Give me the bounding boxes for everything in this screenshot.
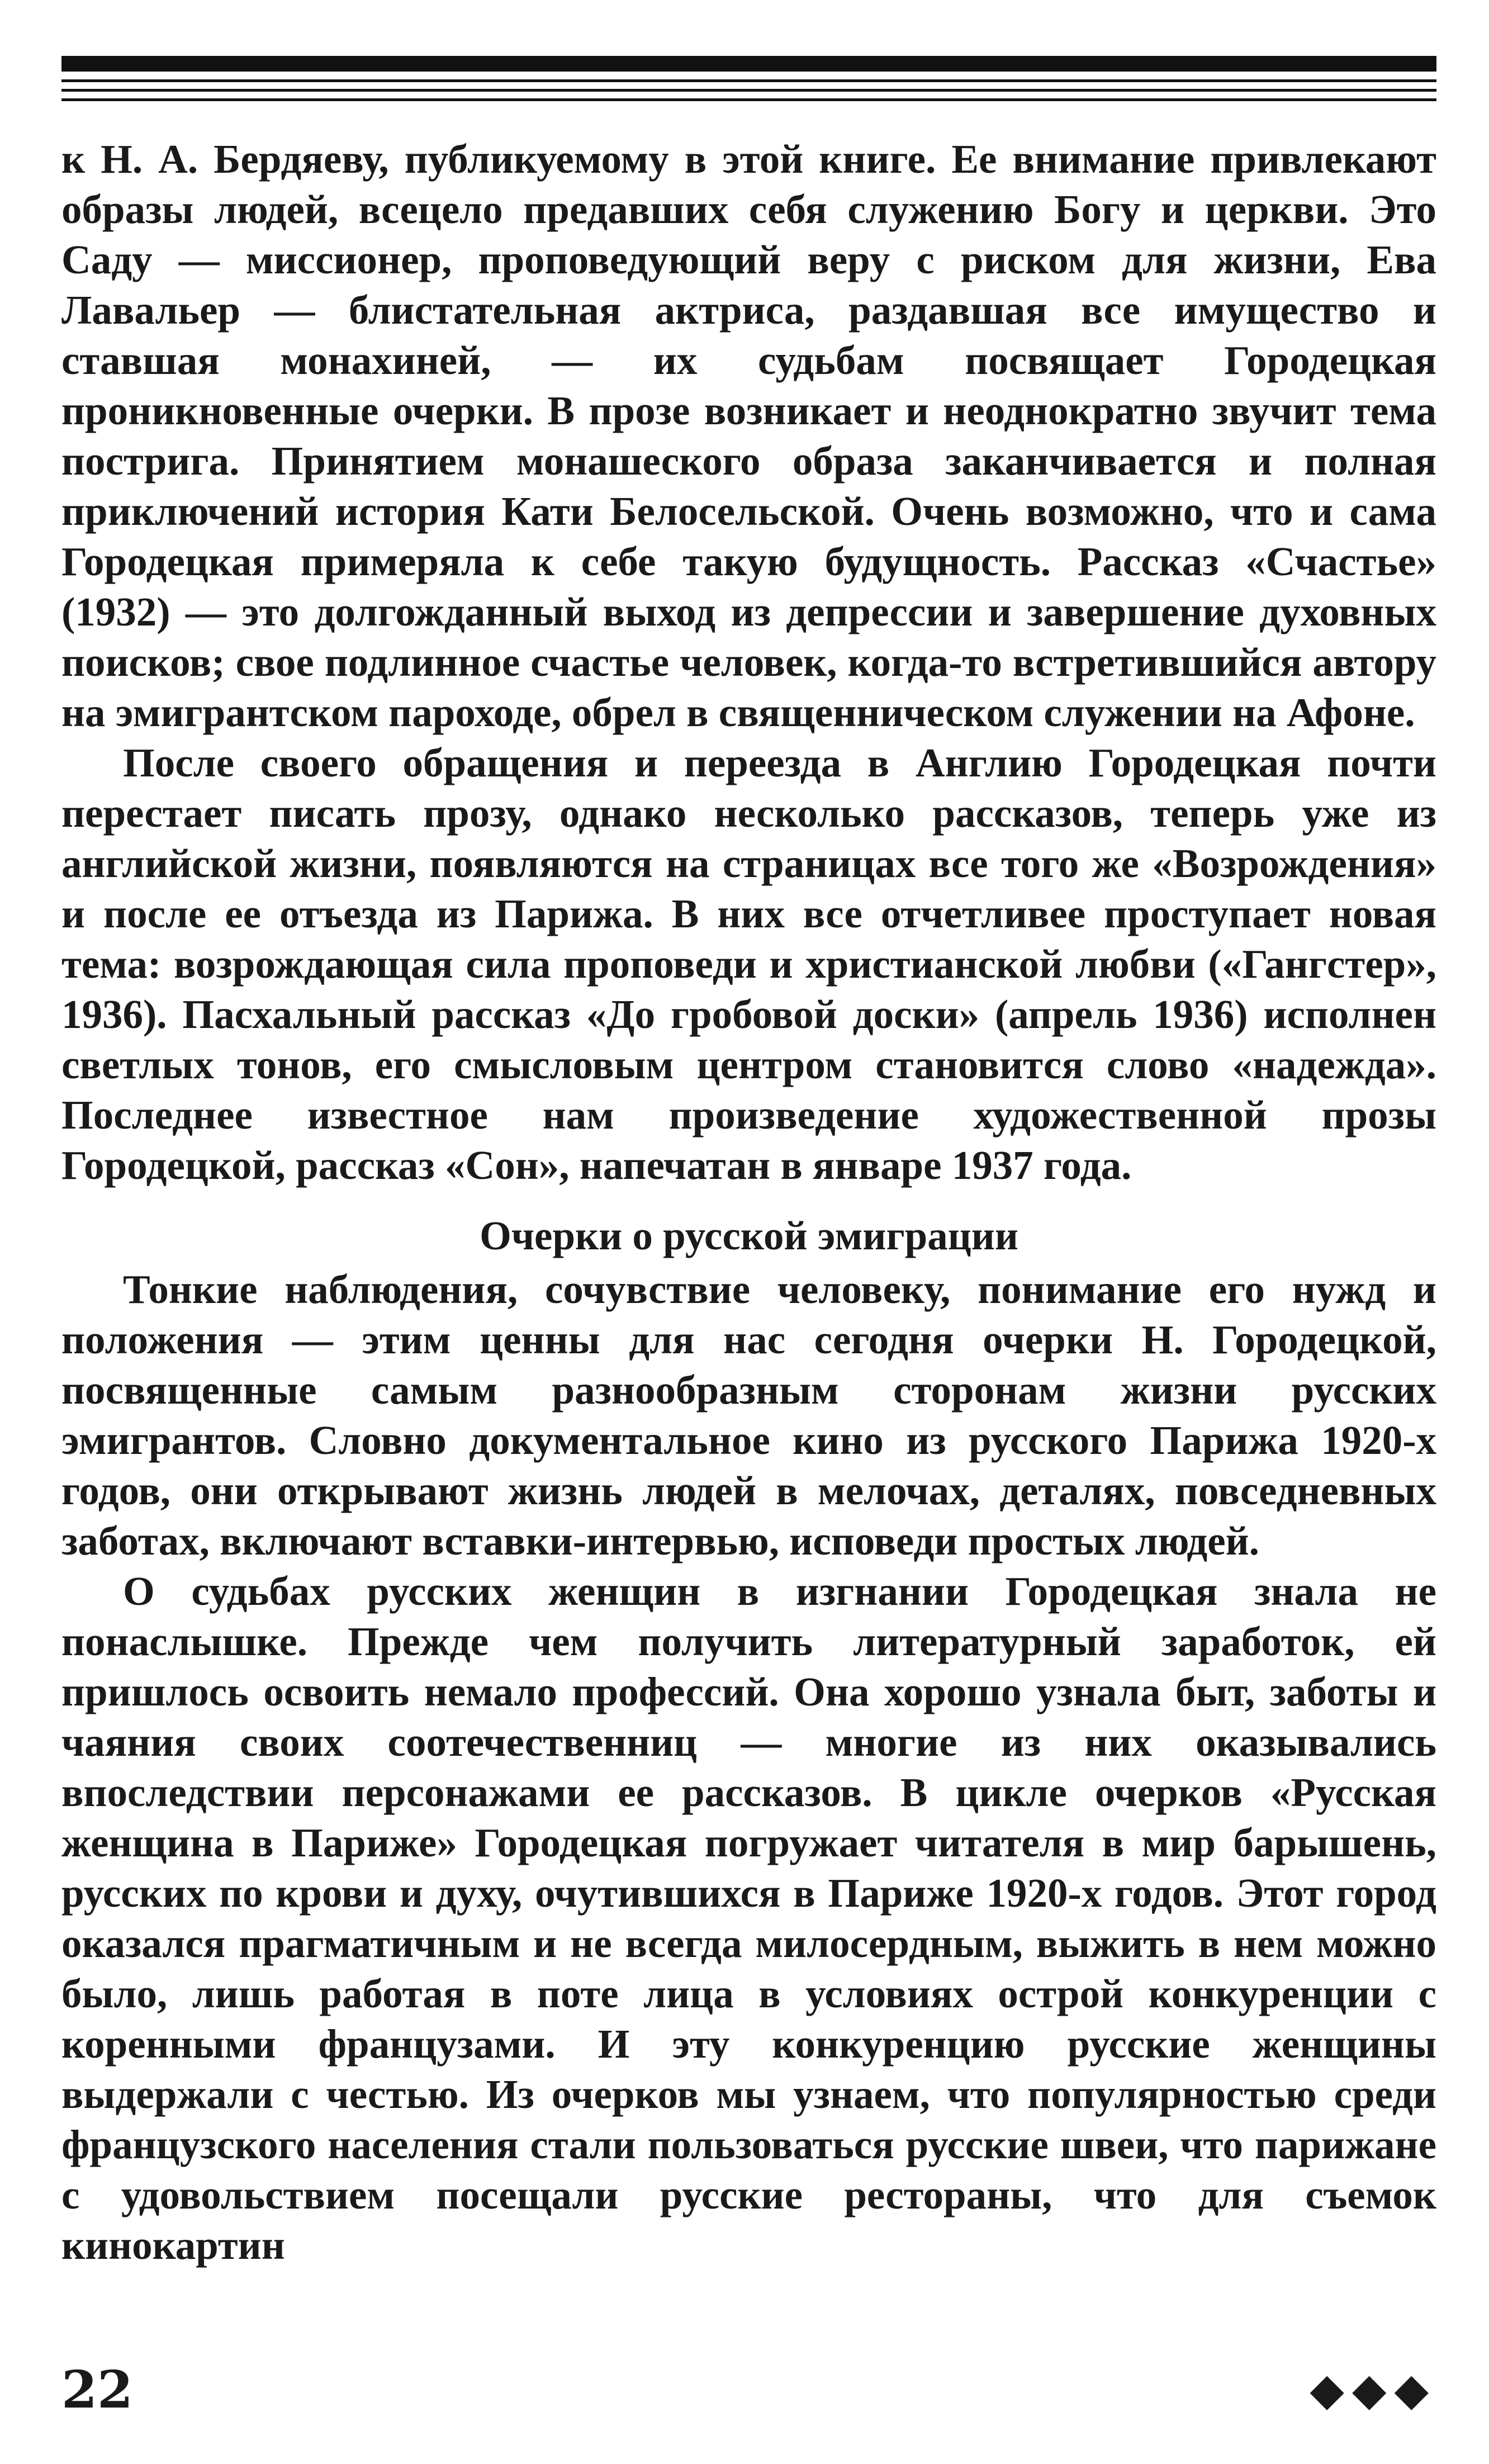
page-number: 22 <box>61 2359 134 2420</box>
page-footer <box>61 2359 1436 2420</box>
body-text <box>61 134 1436 2271</box>
paragraph: О судьбах русских женщин в изгнании Городецкая знала не понаслышке. Прежде чем получить литературный заработок, ей пришлось освоить немало профессий. Она хорошо узнала быт, заботы и чаяния своих соотечественниц — многие из них оказывались впоследствии персонажами ее рассказов. В цикле очерков «Русская женщина в Париже» Городецкая погружает читателя в мир барышень, русских по крови и духу, очутившихся в Париже 1920-х годов. Этот город оказался прагматичным и не всегда милосердным, выжить в нем можно было, лишь работая в поте лица в условиях острой конкуренции с коренными французами. И эту конкуренцию русские женщины выдержали с честью. Из очерков мы узнаем, что популярностью среди французского населения стали пользоваться русские швеи, что парижане с удовольствием посещали русские рестораны, что для съемок кинокартин <box>61 1569 1436 2268</box>
paragraph: После своего обращения и переезда в Англию Городецкая почти перестает писать прозу, однако несколько рассказов, теперь уже из английской жизни, появляются на страницах все того же «Возрождения» и после ее отъезда из Парижа. В них все отчетливее проступает новая тема: возрождающая сила проповеди и христианской любви («Гангстер», 1936). Пасхальный рассказ «До гробовой доски» (апрель 1936) исполнен светлых тонов, его смысловым центром становится слово «надежда». Последнее известное нам произведение художественной прозы Городецкой, рассказ «Сон», напечатан в январе 1937 года. <box>61 740 1436 1188</box>
header-rule-thin <box>61 89 1436 92</box>
paragraph: Тонкие наблюдения, сочувствие человеку, понимание его нужд и положения — этим ценны для нас сегодня очерки Н. Городецкой, посвященные самым разнообразным сторонам жизни русских эмигрантов. Словно документальное кино из русского Парижа 1920-х годов, они открывают жизнь людей в мелочах, деталях, повседневных заботах, включают вставки-интервью, исповеди простых людей. <box>61 1267 1436 1563</box>
header-rule-thin <box>61 79 1436 82</box>
section-heading: Очерки о русской эмиграции <box>480 1213 1018 1258</box>
diamond-ornament-icon: ◆◆◆ <box>1310 2363 1436 2415</box>
header-rule-thick <box>61 56 1436 72</box>
paragraph-continuation: к Н. А. Бердяеву, публикуемому в этой книге. Ее внимание привлекают образы людей, всецело предавших себя служению Богу и церкви. Это Саду — миссионер, проповедующий веру с риском для жизни, Ева Лавальер — блистательная актриса, раздавшая все имущество и ставшая монахиней, — их судьбам посвящает Городецкая проникновенные очерки. В прозе возникает и неоднократно звучит тема пострига. Принятием монашеского образа заканчивается и полная приключений история Кати Белосельской. Очень возможно, что и сама Городецкая примеряла к себе такую будущность. Рассказ «Счастье» (1932) — это долгожданный выход из депрессии и завершение духовных поисков; свое подлинное счастье человек, когда-то встретившийся автору на эмигрантском пароходе, обрел в священническом служении на Афоне. <box>61 136 1436 735</box>
header-rule-thin <box>61 98 1436 101</box>
header-rule <box>61 56 1436 101</box>
